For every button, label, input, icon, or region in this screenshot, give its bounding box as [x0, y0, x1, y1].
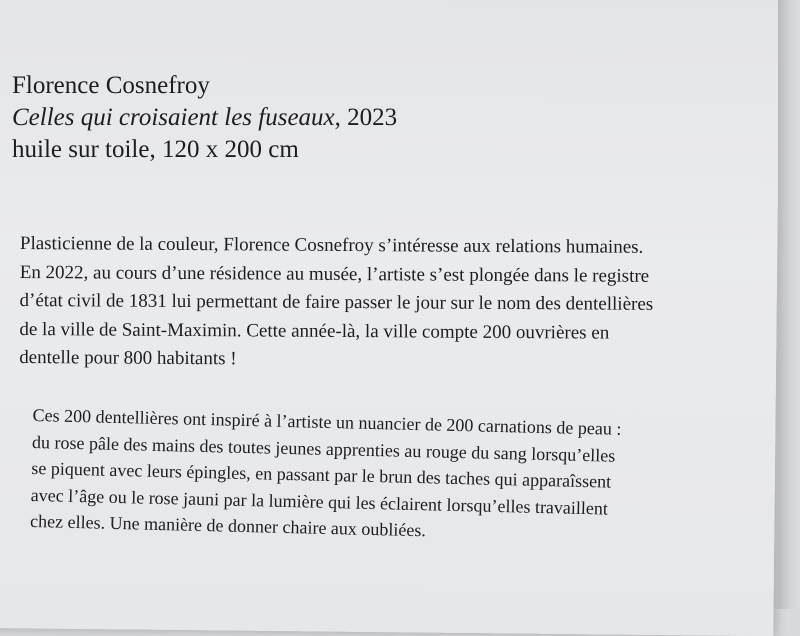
paragraph-line: se piquent avec leurs épingles, en passant par le brun des taches qui apparaîssent [31, 457, 612, 492]
paragraph-line: Plasticienne de la couleur, Florence Cosnefroy s’intéresse aux relations humaines. [19, 232, 644, 258]
paragraph-line: avec l’âge ou le rose jauni par la lumière qui les éclairent lorsqu’elles travaillent [30, 484, 609, 519]
paragraph-line: En 2022, au cours d’une résidence au musée, l’artiste s’est plongée dans le registre [19, 261, 650, 287]
description-paragraph-1 [19, 230, 760, 377]
paragraph-line: Ces 200 dentellières ont inspiré à l’artiste un nuancier de 200 carnations de peau : [32, 404, 622, 439]
paragraph-line: chez elles. Une manière de donner chaire aux oubliées. [29, 510, 427, 541]
paragraph-line: d’état civil de 1831 lui permettant de faire passer le jour sur le nom des dentellières [19, 290, 654, 316]
paragraph-line: du rose pâle des mains des toutes jeunes apprenties au rouge du sang lorsqu’elles [31, 431, 616, 466]
artist-name: Florence Cosnefroy [12, 72, 210, 99]
paragraph-line: de la ville de Saint-Maximin. Cette année-là, la ville compte 200 ouvrières en [19, 318, 610, 344]
artwork-title-line [12, 102, 397, 134]
artwork-medium: huile sur toile, 120 x 200 cm [12, 136, 299, 163]
artwork-title: Celles qui croisaient les fuseaux [12, 104, 335, 131]
artwork-year: , 2023 [334, 104, 398, 131]
paragraph-line: dentelle pour 800 habitants ! [19, 347, 237, 370]
description-paragraph-2 [30, 402, 753, 551]
artwork-label [12, 70, 397, 166]
